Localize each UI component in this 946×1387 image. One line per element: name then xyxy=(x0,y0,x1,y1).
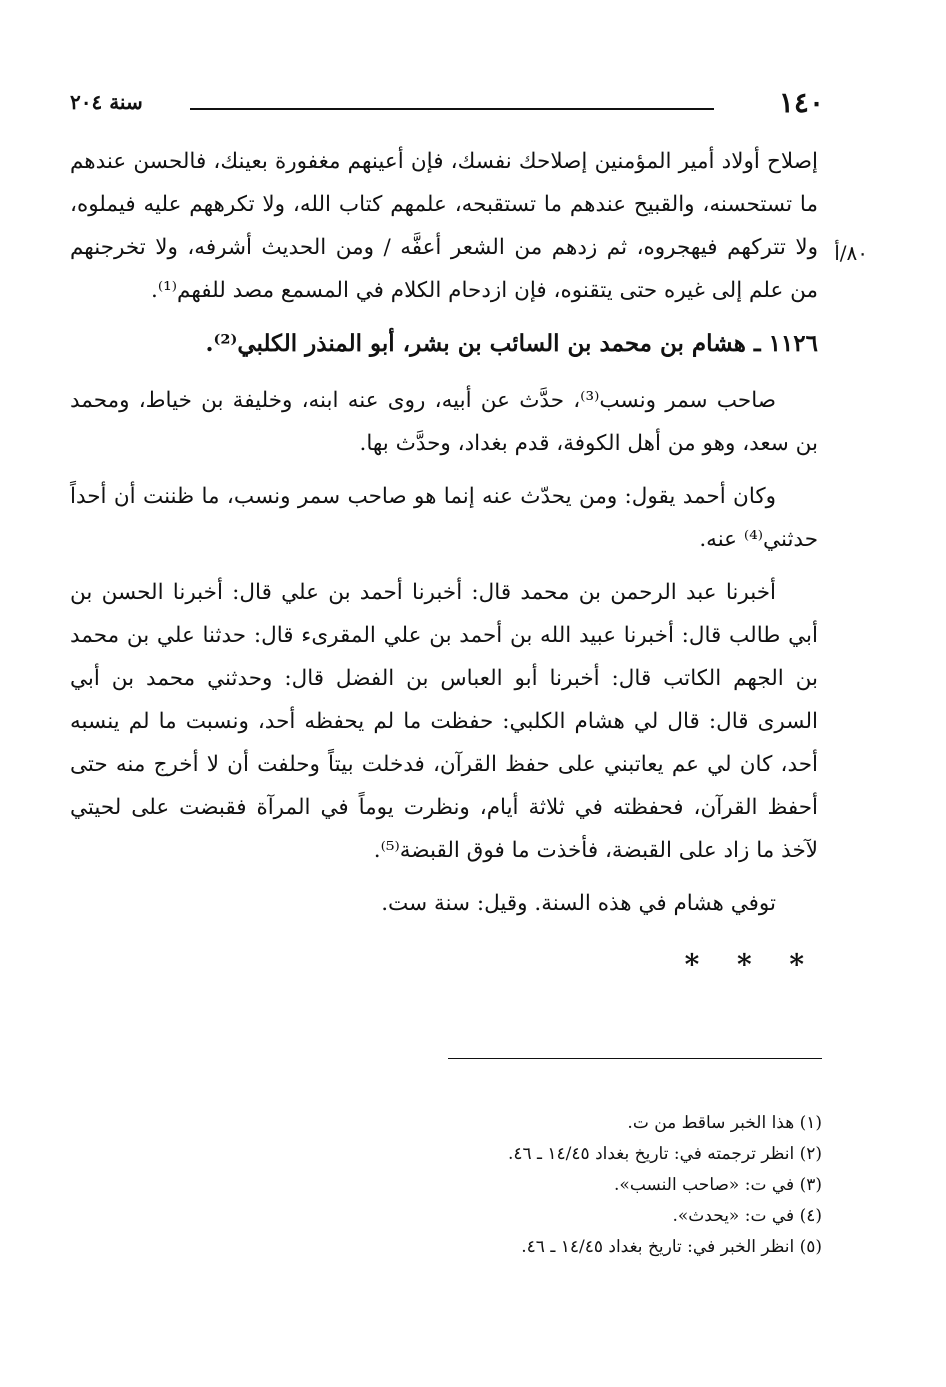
footnote-4: (٤) في ت: «يحدث». xyxy=(672,1206,822,1226)
footnotes xyxy=(300,1108,822,1263)
footnote-5: (٥) انظر الخبر في: تاريخ بغداد ١٤/٤٥ ـ ٤٦. xyxy=(521,1237,822,1257)
paragraph-1: إصلاح أولاد أمير المؤمنين إصلاحك نفسك، فإن أعينهم مغفورة بعينك، فالحسن عندهم ما تستحسنه، والقبيح عندهم ما تستقبحه، علمهم كتاب الله، ولا تكرههم عليه فيملوه، ولا تتركهم فيهجروه، ثم زدهم من الشعر أعفَّه / ومن الحديث أشرفه، ولا تخرجنهم من علم إلى غيره حتى يتقنوه، فإن ازدحام الكلام في المسمع مصد للفهم⁽¹⁾. xyxy=(70,149,818,303)
header-rule xyxy=(190,108,714,110)
paragraph-5: توفي هشام في هذه السنة. وقيل: سنة ست. xyxy=(381,891,776,916)
footnote-rule xyxy=(448,1058,822,1059)
main-text xyxy=(70,140,818,986)
footnote-1: (١) هذا الخبر ساقط من ت. xyxy=(627,1113,822,1133)
footnote-3: (٣) في ت: «صاحب النسب». xyxy=(614,1175,822,1195)
page-number: ١٤٠ xyxy=(778,86,824,119)
paragraph-4: أخبرنا عبد الرحمن بن محمد قال: أخبرنا أحمد بن علي قال: أخبرنا الحسن بن أبي طالب قال: أخبرنا عبيد الله بن أحمد بن علي المقرىء قال: حدثنا علي بن محمد بن الجهم الكاتب قال: أخبرنا أبو العباس بن الفضل قال: وحدثني محمد بن أبي السرى قال: قال لي هشام الكلبي: حفظت ما لم يحفظه أحد، ونسبت ما لم ينسبه أحد، كان لي عم يعاتبني على حفظ القرآن، فدخلت بيتاً وحلفت أن لا أخرج منه حتى أحفظ القرآن، فحفظته في ثلاثة أيام، ونظرت يوماً في المرآة فقبضت على لحيتي لآخذ ما زاد على القبضة، فأخذت ما فوق القبضة⁽⁵⁾. xyxy=(70,580,818,863)
page-header xyxy=(70,86,824,126)
running-title: سنة ٢٠٤ xyxy=(70,90,143,114)
section-separator: * * * xyxy=(684,948,818,981)
margin-folio-note: ٨٠/أ xyxy=(834,241,868,265)
paragraph-3: وكان أحمد يقول: ومن يحدّث عنه إنما هو صاحب سمر ونسب، ما ظننت أن أحداً حدثني⁽⁴⁾ عنه. xyxy=(70,484,818,552)
footnote-2: (٢) انظر ترجمته في: تاريخ بغداد ١٤/٤٥ ـ ٤٦. xyxy=(507,1144,822,1164)
entry-title: ١١٢٦ ـ هشام بن محمد بن السائب بن بشر، أبو المنذر الكلبي⁽²⁾. xyxy=(205,330,818,357)
paragraph-2: صاحب سمر ونسب⁽³⁾، حدَّث عن أبيه، روى عنه ابنه، وخليفة بن خياط، ومحمد بن سعد، وهو من أهل الكوفة، قدم بغداد، وحدَّث بها. xyxy=(70,388,818,456)
